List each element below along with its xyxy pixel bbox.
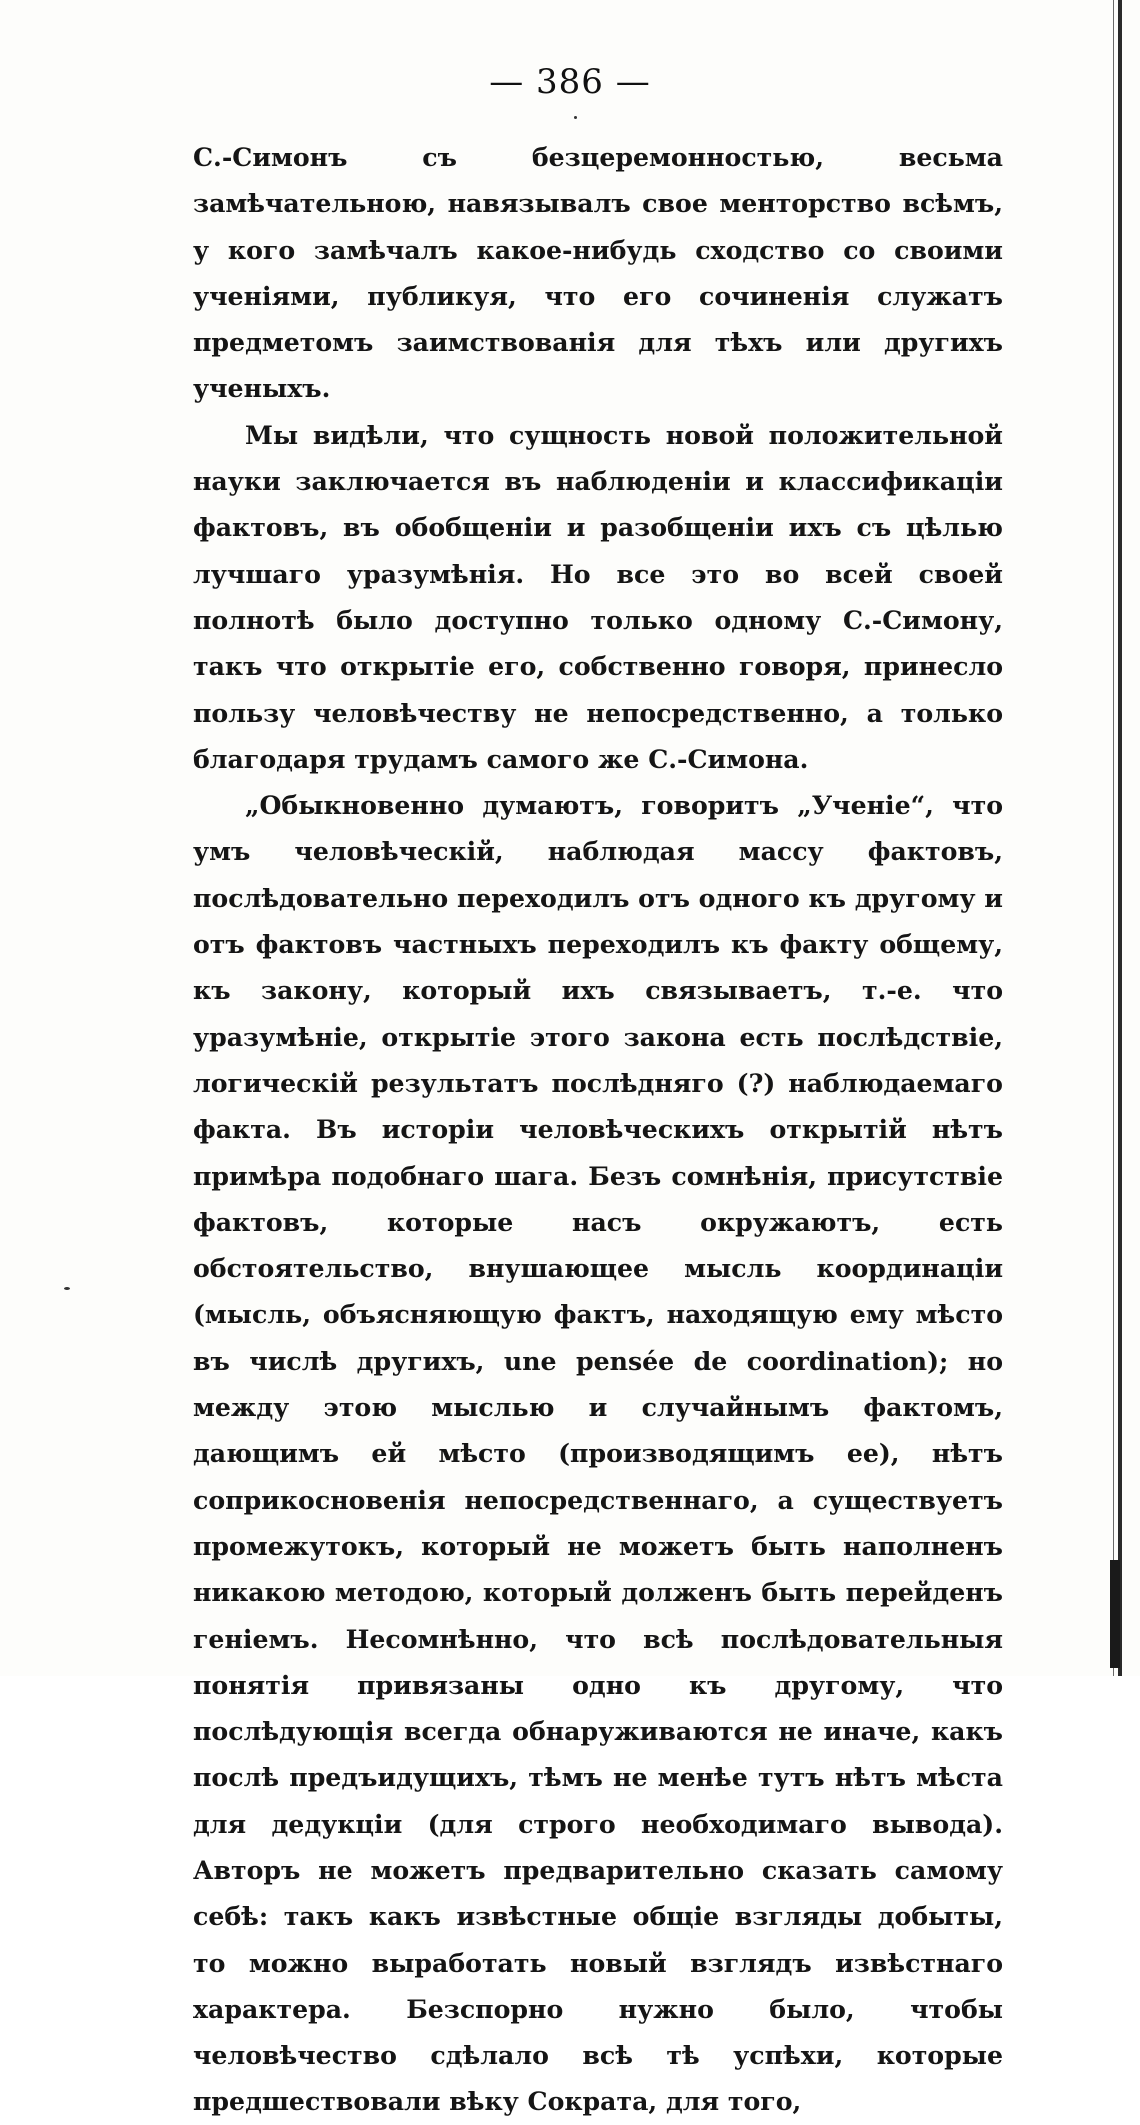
page-number: — 386 — bbox=[489, 62, 651, 102]
print-speck bbox=[64, 1287, 70, 1290]
binding-edge-mark bbox=[1110, 1560, 1120, 1668]
paragraph-1: С.-Симонъ съ безцеремонностью, весьма замѣчательною, навязывалъ свое менторство всѣмъ, у кого замѣчалъ какое-нибудь сходство со своими ученіями, публикуя, что его сочиненія служатъ предметомъ заимствованія для тѣхъ или другихъ ученыхъ. bbox=[193, 142, 1003, 404]
binding-edge-thin bbox=[1113, 0, 1114, 1676]
binding-edge bbox=[1118, 0, 1122, 1676]
page-body bbox=[193, 134, 1003, 2125]
print-speck bbox=[574, 116, 577, 119]
paragraph-3: „Обыкновенно думаютъ, говоритъ „Ученіе“, что умъ человѣческій, наблюдая массу фактовъ, послѣдовательно переходилъ отъ одного къ другому и отъ фактовъ частныхъ переходилъ къ факту общему, къ закону, который ихъ связываетъ, т.-е. что уразумѣніе, открытіе этого закона есть послѣдствіе, логическій результатъ послѣдняго (?) наблюдаемаго факта. Въ исторіи человѣческихъ открытій нѣтъ примѣра подобнаго шага. Безъ сомнѣнія, присутствіе фактовъ, которые насъ окружаютъ, есть обстоятельство, внушающее мысль координаціи (мысль, объясняющую фактъ, находящую ему мѣсто въ числѣ другихъ, une pensée de coordination); но между этою мыслью и случайнымъ фактомъ, дающимъ ей мѣсто (производящимъ ее), нѣтъ соприкосновенія непосредственнаго, а существуетъ промежутокъ, который не можетъ быть наполненъ никакою методою, который долженъ быть перейденъ геніемъ. Несомнѣнно, что всѣ послѣдовательныя понятія привязаны одно къ другому, что послѣдующія всегда обнаруживаются не иначе, какъ послѣ предъидущихъ, тѣмъ не менѣе тутъ нѣтъ мѣста для дедукціи (для строго необходимаго вывода). Авторъ не можетъ предварительно сказать самому себѣ: такъ какъ извѣстные общіе взгляды добыты, то можно выработать новый взглядъ извѣстнаго характера. Безспорно нужно было, чтобы человѣчество сдѣлало всѣ тѣ успѣхи, которые предшествовали вѣку Сократа, для того, bbox=[193, 790, 1003, 2117]
paragraph-2: Мы видѣли, что сущность новой положительной науки заключается въ наблюденіи и классификаціи фактовъ, въ обобщеніи и разобщеніи ихъ съ цѣлью лучшаго уразумѣнія. Но все это во всей своей полнотѣ было доступно только одному С.-Симону, такъ что открытіе его, собственно говоря, принесло пользу человѣчеству не непосредственно, а только благодаря трудамъ самого же С.-Симона. bbox=[193, 419, 1003, 774]
